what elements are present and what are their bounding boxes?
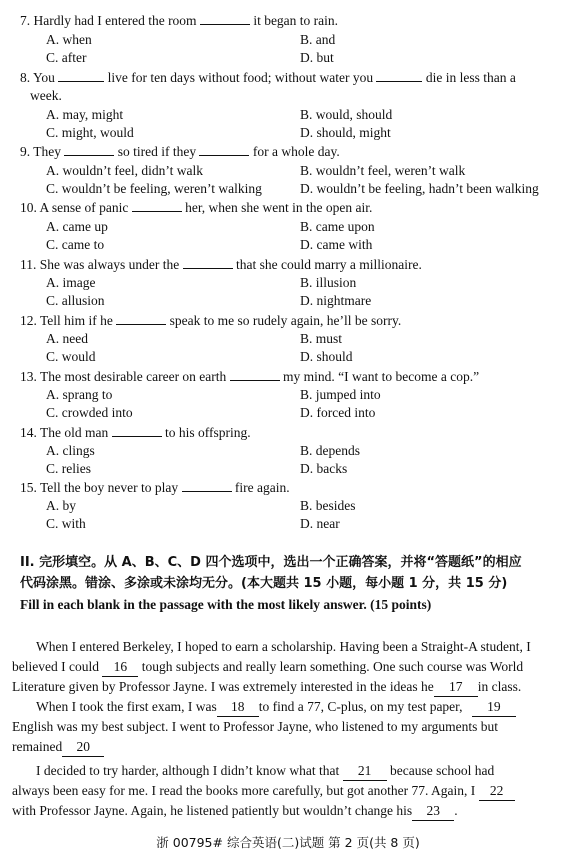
question-14-stem xyxy=(20,424,560,442)
passage-line xyxy=(12,802,558,821)
blank-number: 21 xyxy=(343,762,387,781)
stem-text: 12. Tell him if he xyxy=(20,313,113,328)
passage-line xyxy=(36,698,576,717)
section-heading-cn-line2: 代码涂黑。错涂、多涂或未涂均无分。(本大题共 15 小题，每小题 1 分，共 15 分) xyxy=(20,576,508,591)
passage-line: When I entered Berkeley, I hoped to earn a scholarship. Having been a Straight-A student, I xyxy=(36,639,531,654)
blank-number: 20 xyxy=(62,738,104,757)
blank-number: 18 xyxy=(217,698,259,717)
passage-line xyxy=(36,762,576,781)
answer-blank xyxy=(182,479,232,492)
passage-line xyxy=(12,658,558,677)
section-heading-en: Fill in each blank in the passage with the most likely answer. (15 points) xyxy=(20,597,432,612)
answer-blank xyxy=(64,143,114,156)
stem-text: her, when she went in the open air. xyxy=(185,200,373,215)
option-d: D. nightmare xyxy=(300,293,372,308)
option-c: C. would xyxy=(46,349,96,364)
option-b: B. would, should xyxy=(300,107,393,122)
stem-text: live for ten days without food; without water you xyxy=(107,70,374,85)
option-d: D. backs xyxy=(300,461,348,476)
option-c: C. with xyxy=(46,516,86,531)
question-11-stem xyxy=(20,256,560,274)
answer-blank xyxy=(200,12,250,25)
option-c: C. after xyxy=(46,50,87,65)
stem-text: my mind. “I want to become a cop.” xyxy=(283,369,480,384)
option-b: B. wouldn’t feel, weren’t walk xyxy=(300,163,466,178)
passage-text: . xyxy=(454,803,458,818)
option-c: C. might, would xyxy=(46,125,134,140)
question-9-stem xyxy=(20,143,560,161)
option-c: C. wouldn’t be feeling, weren’t walking xyxy=(46,181,262,196)
passage-text: because school had xyxy=(390,763,495,778)
passage-text: When I took the first exam, I was xyxy=(36,699,217,714)
option-b: B. and xyxy=(300,32,336,47)
option-a: A. clings xyxy=(46,443,95,458)
option-a: A. sprang to xyxy=(46,387,113,402)
blank-number: 23 xyxy=(412,802,454,821)
blank-number: 17 xyxy=(434,678,478,697)
section-heading-cn-line1: II. 完形填空。从 A、B、C、D 四个选项中，选出一个正确答案，并将“答题纸”的相应 xyxy=(20,555,522,570)
passage-text: in class. xyxy=(477,679,522,694)
passage-text: tough subjects and really learn something. One such course was World xyxy=(141,659,524,674)
stem-text: 14. The old man xyxy=(20,425,109,440)
option-d: D. came with xyxy=(300,237,373,252)
answer-blank xyxy=(112,424,162,437)
option-b: B. depends xyxy=(300,443,360,458)
option-d: D. near xyxy=(300,516,340,531)
option-d: D. should, might xyxy=(300,125,391,140)
stem-text: 13. The most desirable career on earth xyxy=(20,369,227,384)
passage-line: English was my best subject. I went to Professor Jayne, who listened to my arguments but xyxy=(12,719,499,734)
stem-text: 15. Tell the boy never to play xyxy=(20,480,179,495)
option-b: B. jumped into xyxy=(300,387,381,402)
option-a: A. need xyxy=(46,331,88,346)
stem-text: 7. Hardly had I entered the room xyxy=(20,13,197,28)
passage-text: always been easy for me. I read the books more carefully, but got another 77. Again, I xyxy=(12,783,476,798)
blank-number: 16 xyxy=(102,658,138,677)
passage-line xyxy=(12,738,558,757)
stem-text: 11. She was always under the xyxy=(20,257,180,272)
passage-line xyxy=(12,782,558,801)
stem-text: it began to rain. xyxy=(253,13,339,28)
option-b: B. besides xyxy=(300,498,356,513)
question-12-stem xyxy=(20,312,560,330)
question-8-stem xyxy=(20,69,560,87)
option-a: A. image xyxy=(46,275,96,290)
option-d: D. but xyxy=(300,50,334,65)
passage-text: I decided to try harder, although I didn’t know what that xyxy=(36,763,340,778)
option-d: D. wouldn’t be feeling, hadn’t been walking xyxy=(300,181,539,196)
stem-text: 8. You xyxy=(20,70,55,85)
question-7-stem xyxy=(20,12,560,30)
answer-blank xyxy=(132,199,182,212)
option-d: D. forced into xyxy=(300,405,376,420)
passage-text: remained xyxy=(12,739,63,754)
option-b: B. illusion xyxy=(300,275,357,290)
option-a: A. by xyxy=(46,498,76,513)
blank-number: 22 xyxy=(479,782,515,801)
stem-text: for a whole day. xyxy=(252,144,340,159)
passage-text: believed I could xyxy=(12,659,99,674)
stem-text: 9. They xyxy=(20,144,61,159)
stem-text: speak to me so rudely again, he’ll be sorry. xyxy=(169,313,402,328)
passage-text: Literature given by Professor Jayne. I was extremely interested in the ideas he xyxy=(12,679,434,694)
answer-blank xyxy=(199,143,249,156)
stem-text: to his offspring. xyxy=(165,425,251,440)
option-b: B. must xyxy=(300,331,343,346)
passage-line xyxy=(12,678,558,697)
passage-text: with Professor Jayne. Again, he listened patiently but wouldn’t change his xyxy=(12,803,413,818)
option-a: A. came up xyxy=(46,219,108,234)
question-13-stem xyxy=(20,368,560,386)
answer-blank xyxy=(376,69,422,82)
option-b: B. came upon xyxy=(300,219,375,234)
option-a: A. may, might xyxy=(46,107,124,122)
option-c: C. crowded into xyxy=(46,405,133,420)
answer-blank xyxy=(183,256,233,269)
stem-text: that she could marry a millionaire. xyxy=(235,257,422,272)
stem-text: 10. A sense of panic xyxy=(20,200,129,215)
answer-blank xyxy=(116,312,166,325)
question-15-stem xyxy=(20,479,560,497)
option-a: A. wouldn’t feel, didn’t walk xyxy=(46,163,203,178)
option-d: D. should xyxy=(300,349,353,364)
question-8-stem-cont: week. xyxy=(30,88,62,103)
option-a: A. when xyxy=(46,32,92,47)
page-footer: 浙 00795# 综合英语(二)试题 第 2 页(共 8 页) xyxy=(156,835,420,850)
answer-blank xyxy=(230,368,280,381)
question-10-stem xyxy=(20,199,560,217)
option-c: C. relies xyxy=(46,461,91,476)
answer-blank xyxy=(58,69,104,82)
stem-text: fire again. xyxy=(234,480,290,495)
option-c: C. came to xyxy=(46,237,105,252)
option-c: C. allusion xyxy=(46,293,105,308)
stem-text: die in less than a xyxy=(425,70,516,85)
blank-number: 19 xyxy=(472,698,516,717)
passage-text: to find a 77, C-plus, on my test paper, xyxy=(258,699,463,714)
stem-text: so tired if they xyxy=(117,144,197,159)
